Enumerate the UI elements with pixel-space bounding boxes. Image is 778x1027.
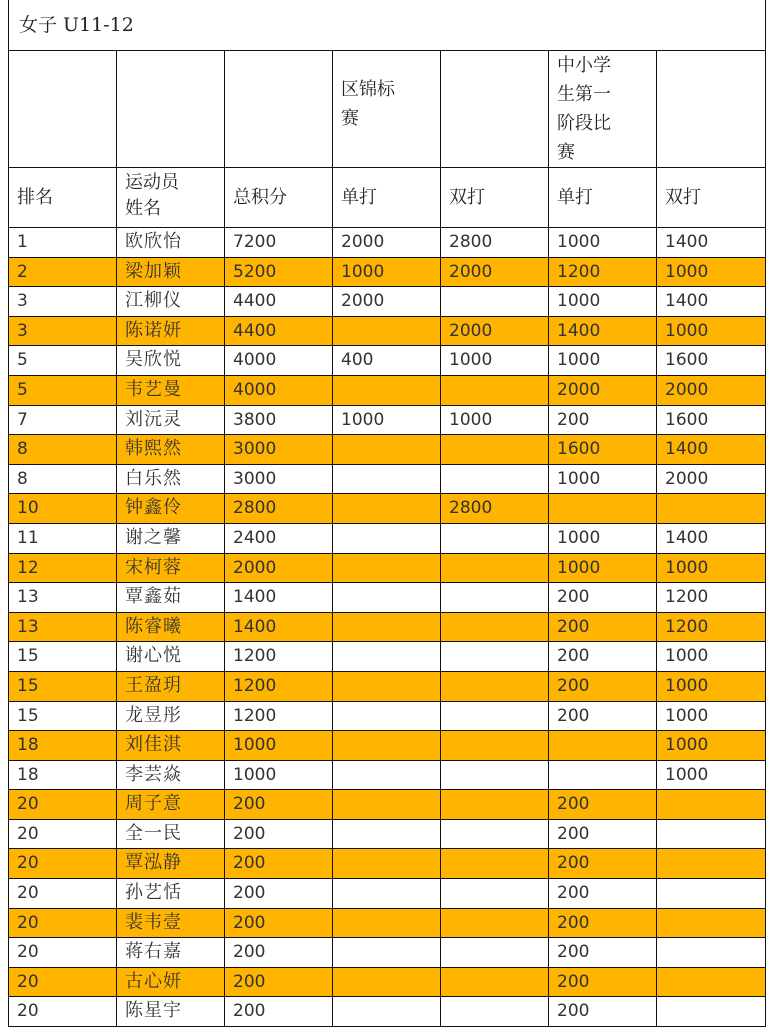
district-single-cell — [333, 316, 441, 346]
district-double-cell — [441, 612, 549, 642]
rank-cell: 8 — [9, 464, 117, 494]
district-single-cell — [333, 701, 441, 731]
school-single-cell: 200 — [549, 819, 657, 849]
title-row — [9, 0, 766, 51]
table-row — [9, 435, 766, 465]
school-double-cell: 1400 — [657, 435, 766, 465]
school-double-cell: 1000 — [657, 316, 766, 346]
table-title: 女子 U11-12 — [9, 0, 766, 51]
name-cell: 刘佳淇 — [117, 731, 225, 761]
rank-cell: 20 — [9, 879, 117, 909]
header-total: 总积分 — [225, 168, 333, 228]
district-double-cell — [441, 879, 549, 909]
table-row — [9, 760, 766, 790]
school-double-cell: 1600 — [657, 346, 766, 376]
district-double-cell — [441, 642, 549, 672]
name-cell: 白乐然 — [117, 464, 225, 494]
total-cell: 4000 — [225, 346, 333, 376]
school-single-cell: 1000 — [549, 287, 657, 317]
district-single-cell — [333, 731, 441, 761]
school-single-cell: 200 — [549, 879, 657, 909]
district-double-cell — [441, 908, 549, 938]
table-row — [9, 849, 766, 879]
total-cell: 200 — [225, 997, 333, 1027]
school-single-cell — [549, 760, 657, 790]
school-single-cell: 1000 — [549, 553, 657, 583]
table-row — [9, 346, 766, 376]
table-row — [9, 228, 766, 258]
rank-cell: 13 — [9, 612, 117, 642]
table-row — [9, 819, 766, 849]
total-cell: 3000 — [225, 435, 333, 465]
district-double-cell — [441, 701, 549, 731]
school-single-cell: 1000 — [549, 523, 657, 553]
table-row — [9, 523, 766, 553]
rank-cell: 20 — [9, 967, 117, 997]
district-single-cell: 1000 — [333, 405, 441, 435]
district-double-cell — [441, 849, 549, 879]
header-school-double: 双打 — [657, 168, 766, 228]
school-single-cell: 200 — [549, 967, 657, 997]
name-cell: 江柳仪 — [117, 287, 225, 317]
school-double-cell — [657, 967, 766, 997]
rank-cell: 20 — [9, 908, 117, 938]
district-double-cell — [441, 760, 549, 790]
school-double-cell — [657, 879, 766, 909]
total-cell: 4400 — [225, 287, 333, 317]
table-row — [9, 612, 766, 642]
school-single-cell: 200 — [549, 612, 657, 642]
district-group-label: 区锦标 赛 — [341, 79, 395, 129]
rank-cell: 18 — [9, 731, 117, 761]
rank-cell: 13 — [9, 583, 117, 613]
rank-cell: 15 — [9, 671, 117, 701]
name-cell: 古心妍 — [117, 967, 225, 997]
rank-cell: 10 — [9, 494, 117, 524]
district-single-cell: 2000 — [333, 287, 441, 317]
district-double-cell — [441, 790, 549, 820]
school-double-cell — [657, 997, 766, 1027]
header-school-single: 单打 — [549, 168, 657, 228]
school-double-cell: 1200 — [657, 583, 766, 613]
district-single-cell — [333, 612, 441, 642]
rank-cell: 15 — [9, 642, 117, 672]
school-single-cell: 1400 — [549, 316, 657, 346]
name-cell: 李芸焱 — [117, 760, 225, 790]
group-header-row — [9, 51, 766, 168]
district-single-cell — [333, 879, 441, 909]
name-cell: 覃泓静 — [117, 849, 225, 879]
rank-cell: 18 — [9, 760, 117, 790]
rank-cell: 8 — [9, 435, 117, 465]
empty-header-cell — [117, 51, 225, 168]
district-double-cell: 2000 — [441, 257, 549, 287]
school-single-cell: 200 — [549, 583, 657, 613]
district-double-cell — [441, 938, 549, 968]
district-double-cell: 1000 — [441, 405, 549, 435]
district-single-cell — [333, 642, 441, 672]
rank-cell: 20 — [9, 819, 117, 849]
school-single-cell: 200 — [549, 405, 657, 435]
total-cell: 2800 — [225, 494, 333, 524]
district-single-cell — [333, 790, 441, 820]
school-single-cell: 200 — [549, 790, 657, 820]
name-cell: 刘沅灵 — [117, 405, 225, 435]
name-cell: 周子意 — [117, 790, 225, 820]
district-double-cell: 1000 — [441, 346, 549, 376]
name-cell: 王盈玥 — [117, 671, 225, 701]
school-double-cell: 1000 — [657, 257, 766, 287]
school-double-cell: 1000 — [657, 731, 766, 761]
table-row — [9, 642, 766, 672]
name-cell: 覃鑫茹 — [117, 583, 225, 613]
empty-header-cell — [657, 51, 766, 168]
school-double-cell — [657, 494, 766, 524]
school-double-cell: 1000 — [657, 642, 766, 672]
school-double-cell: 2000 — [657, 375, 766, 405]
table-row — [9, 464, 766, 494]
name-cell: 谢之馨 — [117, 523, 225, 553]
district-double-cell — [441, 731, 549, 761]
district-single-cell — [333, 553, 441, 583]
table-row — [9, 494, 766, 524]
table-row — [9, 375, 766, 405]
name-cell: 龙昱彤 — [117, 701, 225, 731]
school-double-cell: 1000 — [657, 553, 766, 583]
name-cell: 蒋右嘉 — [117, 938, 225, 968]
table-row — [9, 701, 766, 731]
district-double-cell: 2000 — [441, 316, 549, 346]
ranking-sheet — [8, 0, 765, 1027]
total-cell: 200 — [225, 879, 333, 909]
district-group-header — [333, 51, 441, 168]
school-single-cell: 200 — [549, 997, 657, 1027]
district-double-cell: 2800 — [441, 228, 549, 258]
school-single-cell: 200 — [549, 908, 657, 938]
ranking-table — [8, 0, 766, 1027]
header-district-double: 双打 — [441, 168, 549, 228]
school-double-cell: 1000 — [657, 701, 766, 731]
name-cell: 欧欣怡 — [117, 228, 225, 258]
table-row — [9, 257, 766, 287]
table-row — [9, 967, 766, 997]
school-single-cell: 1000 — [549, 464, 657, 494]
school-single-cell: 200 — [549, 701, 657, 731]
school-double-cell: 1400 — [657, 523, 766, 553]
table-row — [9, 938, 766, 968]
total-cell: 3800 — [225, 405, 333, 435]
table-row — [9, 405, 766, 435]
school-group-label: 中小学 生第一 阶段比 赛 — [557, 55, 611, 163]
header-rank: 排名 — [9, 168, 117, 228]
school-double-cell: 1400 — [657, 228, 766, 258]
table-row — [9, 879, 766, 909]
rank-cell: 5 — [9, 346, 117, 376]
table-row — [9, 553, 766, 583]
column-header-row — [9, 168, 766, 228]
school-group-header — [549, 51, 657, 168]
school-double-cell: 1000 — [657, 671, 766, 701]
school-double-cell — [657, 908, 766, 938]
total-cell: 200 — [225, 790, 333, 820]
district-single-cell — [333, 523, 441, 553]
name-cell: 梁加颖 — [117, 257, 225, 287]
district-double-cell — [441, 553, 549, 583]
school-single-cell: 1600 — [549, 435, 657, 465]
total-cell: 200 — [225, 849, 333, 879]
district-single-cell — [333, 938, 441, 968]
district-single-cell — [333, 908, 441, 938]
total-cell: 5200 — [225, 257, 333, 287]
rank-cell: 20 — [9, 849, 117, 879]
school-single-cell: 2000 — [549, 375, 657, 405]
school-double-cell: 1200 — [657, 612, 766, 642]
total-cell: 1200 — [225, 701, 333, 731]
table-row — [9, 908, 766, 938]
school-single-cell: 200 — [549, 671, 657, 701]
district-single-cell: 400 — [333, 346, 441, 376]
district-single-cell — [333, 760, 441, 790]
name-cell: 全一民 — [117, 819, 225, 849]
rank-cell: 3 — [9, 316, 117, 346]
district-single-cell — [333, 819, 441, 849]
total-cell: 7200 — [225, 228, 333, 258]
district-double-cell — [441, 375, 549, 405]
empty-header-cell — [225, 51, 333, 168]
total-cell: 1000 — [225, 731, 333, 761]
district-double-cell — [441, 523, 549, 553]
total-cell: 2000 — [225, 553, 333, 583]
rank-cell: 20 — [9, 997, 117, 1027]
rank-cell: 11 — [9, 523, 117, 553]
district-double-cell — [441, 967, 549, 997]
table-row — [9, 997, 766, 1027]
name-cell: 韩熙然 — [117, 435, 225, 465]
school-double-cell: 1400 — [657, 287, 766, 317]
rank-cell: 20 — [9, 790, 117, 820]
table-row — [9, 731, 766, 761]
district-double-cell: 2800 — [441, 494, 549, 524]
table-row — [9, 287, 766, 317]
table-row — [9, 790, 766, 820]
name-cell: 陈诺妍 — [117, 316, 225, 346]
name-cell: 钟鑫伶 — [117, 494, 225, 524]
total-cell: 200 — [225, 967, 333, 997]
school-single-cell: 200 — [549, 938, 657, 968]
rank-cell: 5 — [9, 375, 117, 405]
district-double-cell — [441, 287, 549, 317]
total-cell: 1200 — [225, 671, 333, 701]
total-cell: 1000 — [225, 760, 333, 790]
school-single-cell — [549, 731, 657, 761]
name-cell: 孙艺恬 — [117, 879, 225, 909]
district-double-cell — [441, 819, 549, 849]
district-single-cell — [333, 671, 441, 701]
total-cell: 3000 — [225, 464, 333, 494]
name-cell: 陈睿曦 — [117, 612, 225, 642]
district-double-cell — [441, 997, 549, 1027]
name-cell: 谢心悦 — [117, 642, 225, 672]
school-single-cell: 1000 — [549, 346, 657, 376]
rank-cell: 3 — [9, 287, 117, 317]
district-single-cell: 2000 — [333, 228, 441, 258]
empty-header-cell — [441, 51, 549, 168]
table-row — [9, 671, 766, 701]
total-cell: 2400 — [225, 523, 333, 553]
school-double-cell — [657, 790, 766, 820]
district-single-cell — [333, 464, 441, 494]
school-double-cell — [657, 849, 766, 879]
total-cell: 200 — [225, 938, 333, 968]
total-cell: 200 — [225, 908, 333, 938]
school-single-cell: 200 — [549, 849, 657, 879]
school-double-cell — [657, 938, 766, 968]
school-single-cell: 200 — [549, 642, 657, 672]
district-single-cell: 1000 — [333, 257, 441, 287]
district-single-cell — [333, 583, 441, 613]
name-cell: 吴欣悦 — [117, 346, 225, 376]
district-single-cell — [333, 494, 441, 524]
district-double-cell — [441, 671, 549, 701]
total-cell: 4000 — [225, 375, 333, 405]
district-double-cell — [441, 435, 549, 465]
total-cell: 200 — [225, 819, 333, 849]
school-double-cell: 1600 — [657, 405, 766, 435]
empty-header-cell — [9, 51, 117, 168]
district-double-cell — [441, 464, 549, 494]
table-row — [9, 316, 766, 346]
school-single-cell: 1200 — [549, 257, 657, 287]
total-cell: 1200 — [225, 642, 333, 672]
name-cell: 宋柯蓉 — [117, 553, 225, 583]
district-single-cell — [333, 849, 441, 879]
header-name: 运动员 姓名 — [117, 168, 225, 228]
school-double-cell: 1000 — [657, 760, 766, 790]
total-cell: 1400 — [225, 612, 333, 642]
rank-cell: 7 — [9, 405, 117, 435]
district-single-cell — [333, 997, 441, 1027]
name-cell: 裴韦壹 — [117, 908, 225, 938]
name-cell: 陈星宇 — [117, 997, 225, 1027]
rank-cell: 1 — [9, 228, 117, 258]
total-cell: 1400 — [225, 583, 333, 613]
school-single-cell: 1000 — [549, 228, 657, 258]
rank-cell: 20 — [9, 938, 117, 968]
district-single-cell — [333, 435, 441, 465]
district-single-cell — [333, 375, 441, 405]
rank-cell: 2 — [9, 257, 117, 287]
school-single-cell — [549, 494, 657, 524]
school-double-cell: 2000 — [657, 464, 766, 494]
total-cell: 4400 — [225, 316, 333, 346]
table-row — [9, 583, 766, 613]
header-district-single: 单打 — [333, 168, 441, 228]
name-cell: 韦艺曼 — [117, 375, 225, 405]
school-double-cell — [657, 819, 766, 849]
district-single-cell — [333, 967, 441, 997]
district-double-cell — [441, 583, 549, 613]
rank-cell: 15 — [9, 701, 117, 731]
rank-cell: 12 — [9, 553, 117, 583]
